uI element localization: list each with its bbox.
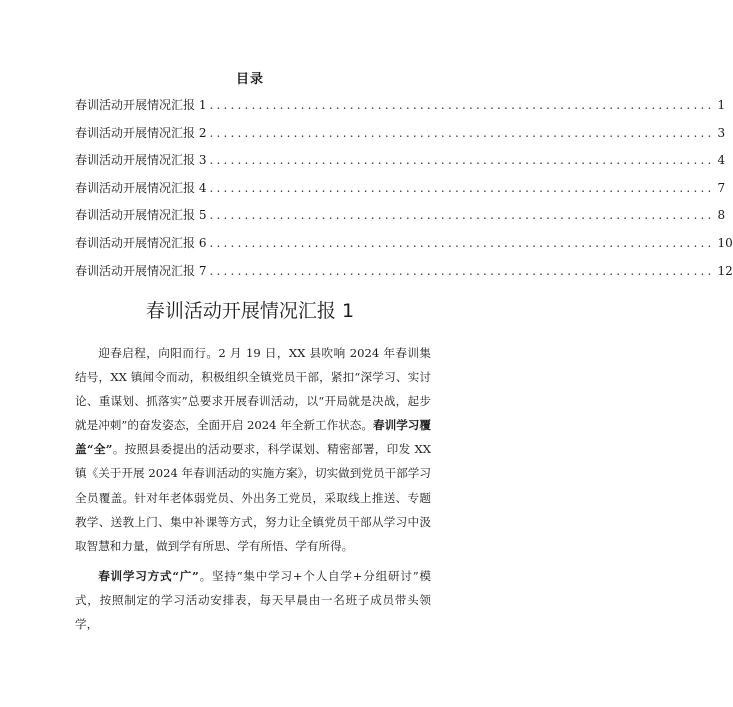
toc-entry[interactable]: [75, 206, 726, 234]
toc-leader-dots: ........................................................................: [209, 153, 715, 168]
toc-entry-page: 4: [717, 153, 726, 168]
toc-entry[interactable]: [75, 124, 726, 152]
toc-entry-label: 春训活动开展情况汇报 1: [75, 98, 207, 112]
toc-entry-label: 春训活动开展情况汇报 4: [75, 180, 207, 195]
toc-entry-page: 7: [717, 180, 726, 195]
body-paragraph: [75, 564, 431, 636]
toc-title: 目录: [235, 72, 264, 87]
paragraph-bold-heading: 春训学习覆盖“全”: [75, 418, 431, 457]
toc-entry[interactable]: [75, 96, 726, 124]
document-heading: 春训活动开展情况汇报 1: [145, 300, 355, 322]
toc-entry-page: 1: [717, 98, 726, 112]
toc-entry-label: 春训活动开展情况汇报 7: [75, 263, 207, 278]
toc-entry-page: 8: [717, 208, 726, 223]
toc-entry-label: 春训活动开展情况汇报 6: [75, 235, 207, 250]
document-body: [75, 341, 431, 642]
paragraph-text: 。坚持“集中学习+个人自学+分组研讨”模式，按照制定的学习活动安排表，每天早晨由一名班子成员带头领学，: [75, 568, 431, 632]
toc-entry-page: 3: [717, 125, 726, 140]
toc-entry[interactable]: [75, 151, 726, 179]
toc-entry-label: 春训活动开展情况汇报 5: [75, 208, 207, 223]
toc-entry-label: 春训活动开展情况汇报 2: [75, 125, 207, 140]
toc-leader-dots: ........................................................................: [209, 125, 715, 140]
toc-entry-page: 12: [717, 263, 733, 278]
toc-entry[interactable]: [75, 234, 733, 262]
toc-leader-dots: ........................................................................: [209, 180, 715, 195]
paragraph-text: 迎春启程，向阳而行。2 月 19 日，XX 县吹响 2024 年春训集结号，XX 镇闻令而动，积极组织全镇党员干部，紧扣“深学习、实讨论、重谋划、抓落实”总要求开展春训活动，以“开局就是决战，起步就是冲刺”的奋发姿态，全面开启 2024 年全新工作状态。: [75, 346, 431, 433]
toc-leader-dots: ........................................................................: [209, 98, 715, 112]
toc-leader-dots: ........................................................................: [209, 263, 715, 278]
body-paragraph: [75, 341, 431, 558]
table-of-contents: [75, 96, 733, 289]
paragraph-bold-heading: 春训学习方式“广”: [98, 568, 199, 583]
toc-entry[interactable]: [75, 179, 726, 207]
toc-entry[interactable]: [75, 262, 733, 290]
toc-leader-dots: ........................................................................: [209, 235, 715, 250]
toc-leader-dots: ........................................................................: [209, 208, 715, 223]
toc-entry-label: 春训活动开展情况汇报 3: [75, 153, 207, 168]
paragraph-text: 。按照县委提出的活动要求，科学谋划、精密部署，印发 XX 镇《关于开展 2024 年春训活动的实施方案》，切实做到党员干部学习全员覆盖。针对年老体弱党员、外出务工党员，采取线上推送、专题教学、送教上门、集中补课等方式，努力让全镇党员干部从学习中汲取智慧和力量，做到学有所思、学有所悟、学有所得。: [75, 442, 431, 553]
toc-entry-page: 10: [717, 235, 733, 250]
